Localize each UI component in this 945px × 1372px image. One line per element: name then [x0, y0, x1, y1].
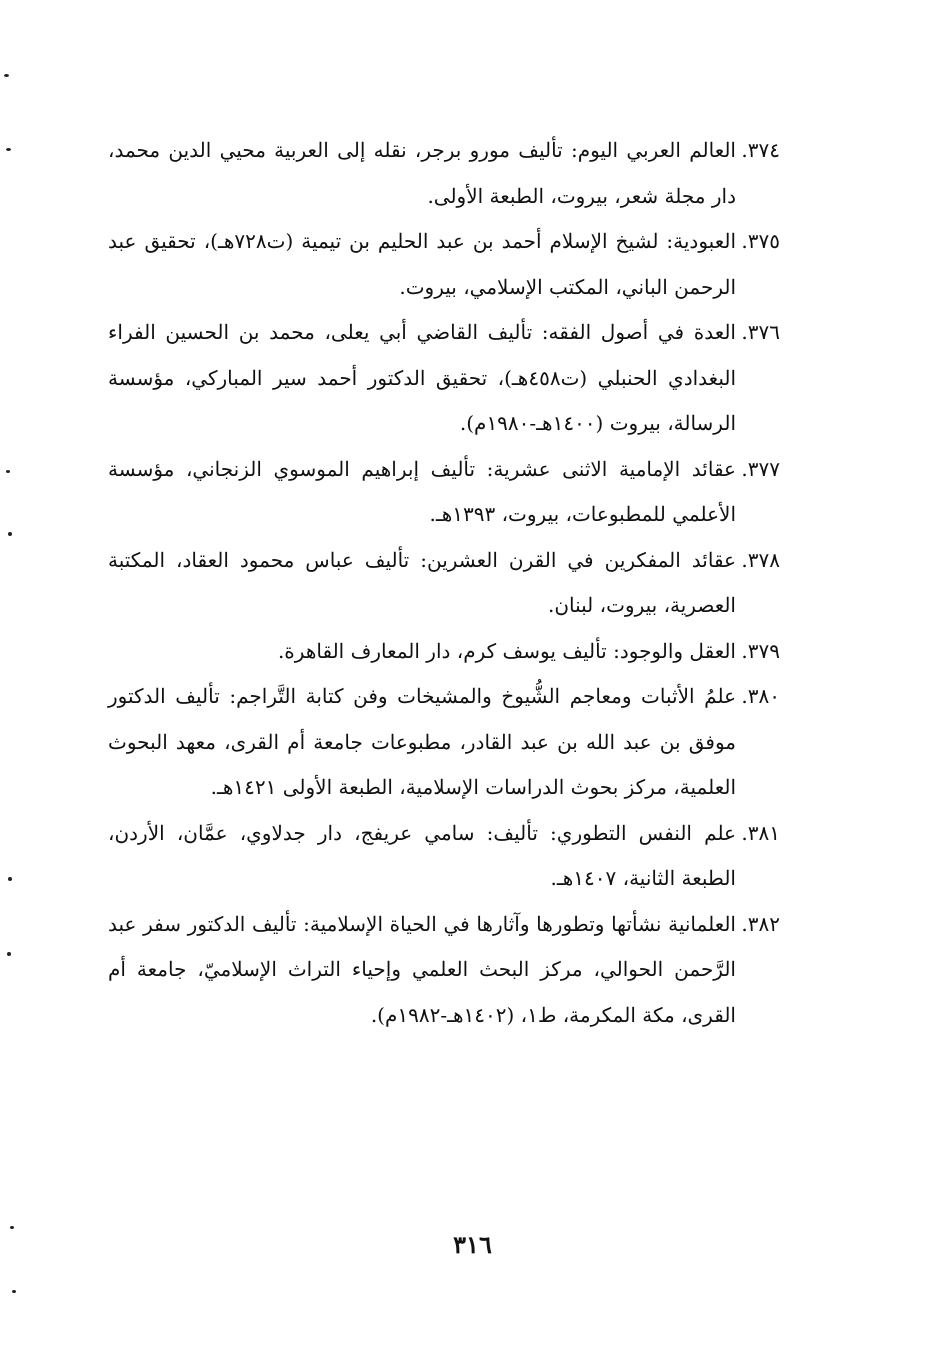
scan-speck — [6, 148, 11, 151]
bibliography-entry — [108, 538, 780, 629]
scan-speck — [12, 1290, 16, 1293]
entry-number: ٣٧٧. — [741, 456, 780, 481]
bibliography-entry — [108, 128, 780, 219]
entry-number: ٣٧٩. — [741, 638, 780, 663]
entry-text: علم النفس التطوري: تأليف: سامي عريفج، دار جدلاوي، عمَّان، الأردن، الطبعة الثانية، ١٤٠٧هـ. — [108, 820, 736, 890]
entry-text: علمُ الأثبات ومعاجم الشُّيوخ والمشيخات وفن كتابة التَّراجم: تأليف الدكتور موفق بن عبد الله بن عبد القادر، مطبوعات جامعة أم القرى، معهد البحوث العلمية، مركز بحوث الدراسات الإسلامية، الطبعة الأولى ١٤٢١هـ. — [108, 684, 736, 799]
bibliography-entry — [108, 447, 780, 538]
bibliography-list — [108, 128, 780, 1038]
scan-speck — [7, 952, 11, 956]
entry-number: ٣٨١. — [741, 820, 780, 845]
bibliography-entry — [108, 811, 780, 902]
entry-number: ٣٧٦. — [741, 320, 780, 344]
page-number: ٣١٦ — [453, 1230, 492, 1259]
scan-speck — [8, 877, 12, 881]
entry-text: العقل والوجود: تأليف يوسف كرم، دار المعارف القاهرة. — [277, 638, 736, 663]
entry-number: ٣٧٤. — [741, 138, 780, 162]
bibliography-entry — [108, 902, 780, 1039]
entry-number: ٣٧٥. — [741, 229, 780, 253]
entry-text: العلمانية نشأتها وتطورها وآثارها في الحياة الإسلامية: تأليف الدكتور سفر عبد الرَّحمن الحوالي، مركز البحث العلمي وإحياء التراث الإسلاميّ، جامعة أم القرى، مكة المكرمة، ط١، (١٤٠٢هـ-١٩٨٢م). — [108, 911, 736, 1027]
entry-number: ٣٧٨. — [741, 547, 780, 572]
bibliography-entry — [108, 310, 780, 447]
entry-text: عقائد المفكرين في القرن العشرين: تأليف عباس محمود العقاد، المكتبة العصرية، بيروت، لبنان. — [108, 547, 736, 617]
scan-speck — [4, 74, 9, 77]
scan-speck — [6, 470, 10, 473]
entry-text: العبودية: لشيخ الإسلام أحمد بن عبد الحليم بن تيمية (ت٧٢٨هـ)، تحقيق عبد الرحمن الباني، المكتب الإسلامي، بيروت. — [108, 229, 737, 299]
entry-number: ٣٨٠. — [741, 684, 780, 708]
bibliography-entry — [108, 219, 780, 310]
scan-speck — [10, 1226, 14, 1229]
entry-text: العدة في أصول الفقه: تأليف القاضي أبي يعلى، محمد بن الحسين الفراء البغدادي الحنبلي (ت٤٥٨هـ)، تحقيق الدكتور أحمد سير المباركي، مؤسسة الرسالة، بيروت (١٤٠٠هـ-١٩٨٠م). — [108, 320, 737, 435]
entry-number: ٣٨٢. — [741, 911, 780, 936]
entry-text: العالم العربي اليوم: تأليف مورو برجر، نقله إلى العربية محيي الدين محمد، دار مجلة شعر، بيروت، الطبعة الأولى. — [108, 138, 736, 208]
bibliography-entry — [108, 674, 780, 811]
scan-speck — [8, 532, 12, 536]
entry-text: عقائد الإمامية الاثنى عشرية: تأليف إبراهيم الموسوي الزنجاني، مؤسسة الأعلمي للمطبوعات، بيروت، ١٣٩٣هـ. — [108, 456, 736, 526]
bibliography-entry — [108, 629, 780, 675]
